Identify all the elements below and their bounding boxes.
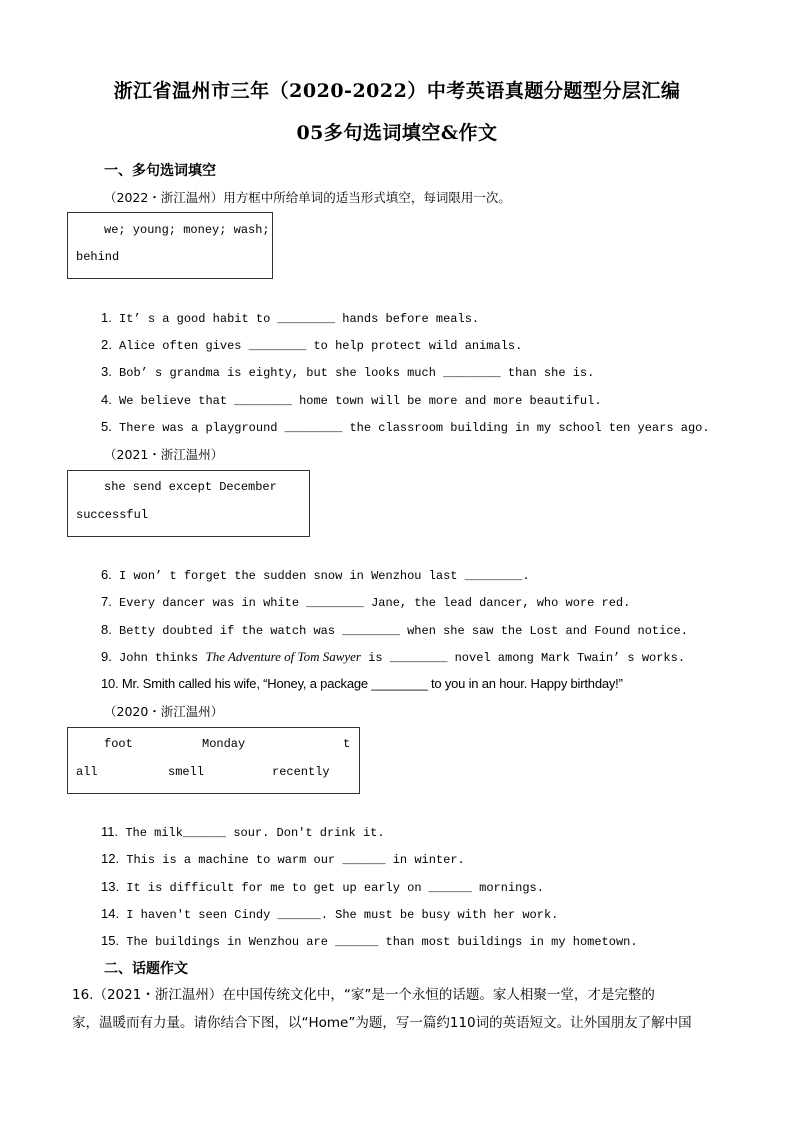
word-box-word: Monday <box>202 737 246 751</box>
word-box-word: recently <box>272 765 330 779</box>
word-box-word: foot <box>104 737 133 751</box>
question-7 <box>101 594 630 610</box>
word-box-word: all <box>76 765 98 779</box>
question-12 <box>101 851 465 867</box>
question-text: I haven't seen Cindy ______. She must be busy with her work. <box>126 908 559 922</box>
label-2020: （2020・浙江温州） <box>104 704 224 719</box>
question-number: 11. <box>101 824 119 839</box>
question-text: We believe that ________ home town will be more and more beautiful. <box>119 394 602 408</box>
word-box-2022 <box>67 212 273 279</box>
word-box-word: t <box>343 737 351 751</box>
document-subtitle: 05多句选词填空&作文 <box>296 122 498 144</box>
question-number: 15. <box>101 933 120 948</box>
question-text: Bob’ s grandma is eighty, but she looks much ________ than she is. <box>119 366 595 380</box>
question-13 <box>101 879 544 895</box>
question-9 <box>101 649 685 665</box>
question-number: 2. <box>101 337 112 352</box>
question-number: 13. <box>101 879 120 894</box>
section-heading-1: 一、多句选词填空 <box>104 163 216 179</box>
section-heading-2: 二、话题作文 <box>104 961 188 977</box>
book-title: The Adventure of Tom Sawyer <box>205 649 361 664</box>
question-text: Betty doubted if the watch was ________ when she saw the Lost and Found notice. <box>119 624 688 638</box>
question-4 <box>101 392 602 408</box>
question-14 <box>101 906 558 922</box>
question-number: 1. <box>101 310 112 325</box>
question-11 <box>101 824 385 840</box>
question-10 <box>101 676 623 691</box>
question-number: 12. <box>101 851 120 866</box>
question-6 <box>101 567 530 583</box>
word-box-line: behind <box>76 250 120 264</box>
question-16-line1: 16.（2021・浙江温州）在中国传统文化中，“家”是一个永恒的话题。家人相聚一堂，才是完整的 <box>72 987 655 1003</box>
question-text-post: is ________ novel among Mark Twain’ s works. <box>360 651 686 665</box>
question-text: The buildings in Wenzhou are ______ than most buildings in my hometown. <box>126 935 638 949</box>
question-16-line2: 家，温暖而有力量。请你结合下图，以“Home”为题，写一篇约110词的英语短文。让外国朋友了解中国 <box>72 1015 692 1031</box>
question-text: The milk______ sour. Don't drink it. <box>125 826 385 840</box>
question-number: 14. <box>101 906 120 921</box>
question-1 <box>101 310 479 326</box>
question-number: 3. <box>101 364 112 379</box>
question-15 <box>101 933 638 949</box>
question-number: 5. <box>101 419 112 434</box>
word-box-word: smell <box>168 765 205 779</box>
question-text: It’ s a good habit to ________ hands before meals. <box>119 312 480 326</box>
question-text: I won’ t forget the sudden snow in Wenzhou last ________. <box>119 569 530 583</box>
word-box-2021 <box>67 470 310 537</box>
question-number: 9. <box>101 649 112 664</box>
question-number: 8. <box>101 622 112 637</box>
question-number: 4. <box>101 392 112 407</box>
question-text: There was a playground ________ the classroom building in my school ten years ago. <box>119 421 710 435</box>
question-number: 7. <box>101 594 112 609</box>
word-box-2020 <box>67 727 360 794</box>
question-number: 10. <box>101 676 119 691</box>
question-number: 6. <box>101 567 112 582</box>
intro-2022: （2022・浙江温州）用方框中所给单词的适当形式填空，每词限用一次。 <box>104 190 511 205</box>
question-3 <box>101 364 594 380</box>
word-box-line: we; young; money; wash; <box>104 223 270 237</box>
word-box-line: she send except December <box>104 480 277 494</box>
question-8 <box>101 622 688 638</box>
question-text: This is a machine to warm our ______ in winter. <box>126 853 465 867</box>
question-text-pre: John thinks <box>119 651 206 665</box>
question-text: Mr. Smith called his wife, “Honey, a package ________ to you in an hour. Happy birthday!” <box>121 676 623 691</box>
document-title: 浙江省温州市三年（2020-2022）中考英语真题分题型分层汇编 <box>113 80 681 102</box>
label-2021: （2021・浙江温州） <box>104 447 224 462</box>
word-box-line: successful <box>76 508 149 522</box>
question-2 <box>101 337 522 353</box>
question-text: It is difficult for me to get up early on ______ mornings. <box>126 881 544 895</box>
question-text: Alice often gives ________ to help protect wild animals. <box>119 339 523 353</box>
question-text: Every dancer was in white ________ Jane, the lead dancer, who wore red. <box>119 596 631 610</box>
question-5 <box>101 419 710 435</box>
